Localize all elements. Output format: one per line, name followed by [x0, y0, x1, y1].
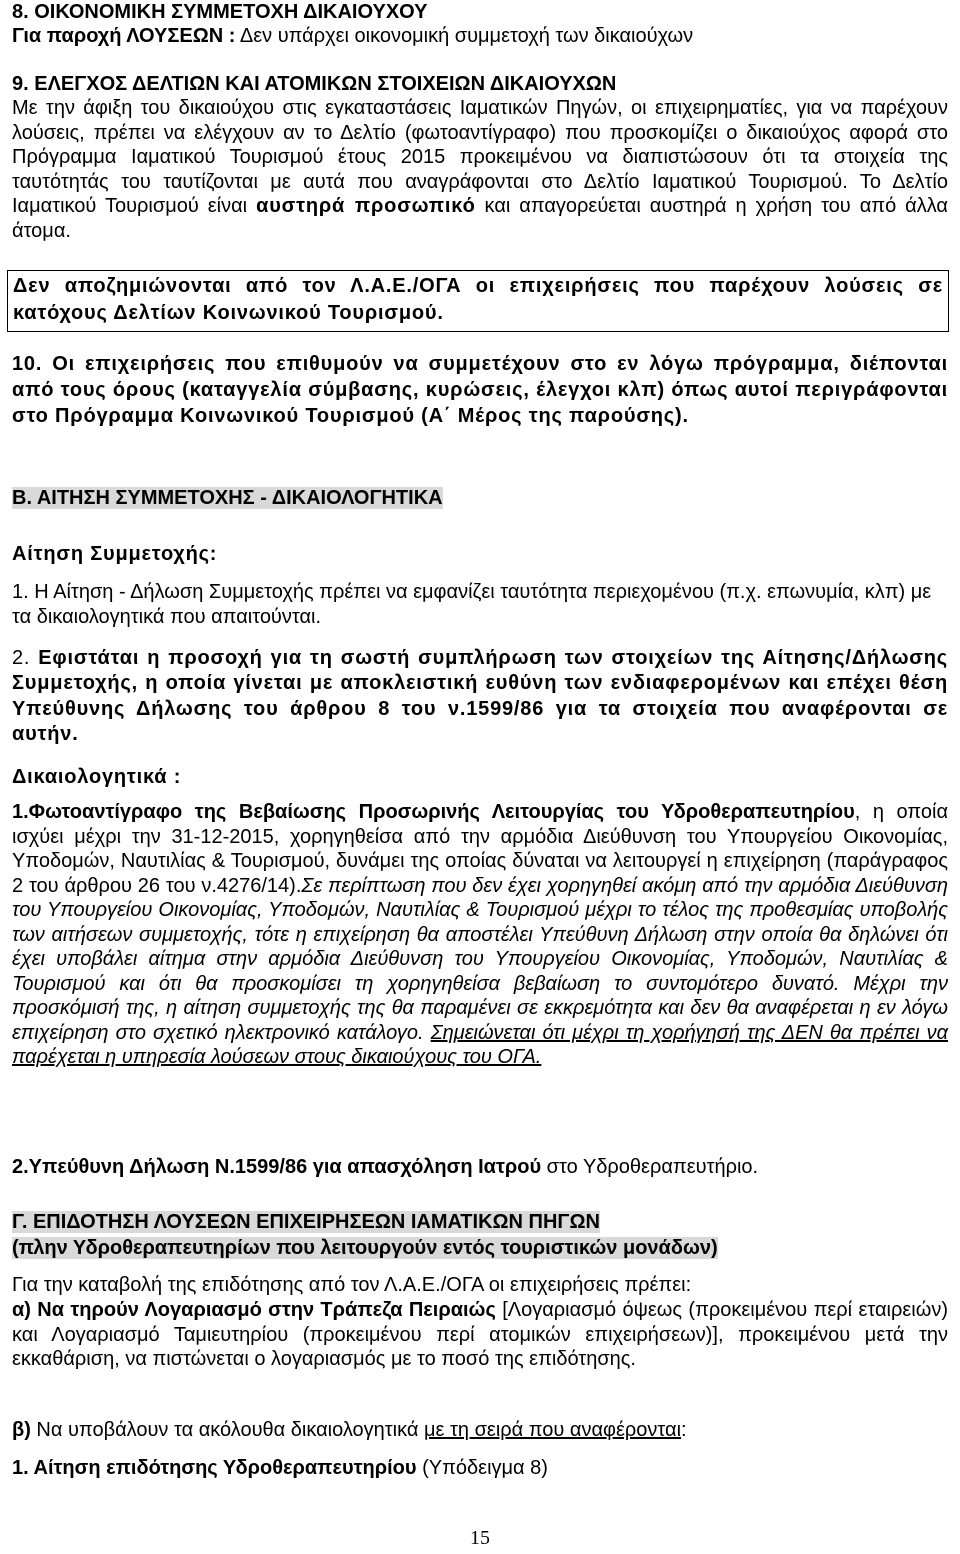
section-b-subtitle: Αίτηση Συμμετοχής:	[12, 543, 218, 565]
section-g-item-a: α) Να τηρούν Λογαριασμό στην Τράπεζα Πειραιώς [Λογαριασμό όψεως (προκειμένου περί εταιρειών) και Λογαριασμό Ταμιευτηρίου (προκειμένου περί ατομικών επιχειρήσεων)], προκειμένου μετά την εκκαθάριση, να πιστώνεται ο λογαριασμός με το ποσό της επιδότησης.	[12, 1299, 948, 1370]
application-item-1: 1. Η Αίτηση - Δήλωση Συμμετοχής πρέπει να εμφανίζει ταυτότητα περιεχομένου (π.χ. επωνυμία, κλπ) με τα δικαιολογητικά που απαιτούνται.	[12, 581, 932, 628]
section-9-body: Με την άφιξη του δικαιούχου στις εγκαταστάσεις Ιαματικών Πηγών, οι επιχειρηματίες, για να παρέχουν λούσεις, πρέπει να ελέγχουν αν το Δελτίο (φωτοαντίγραφο) που προσκομίζει ο δικαιούχος αφορά στο Πρόγραμμα Ιαματικού Τουρισμού έτους 2015 προκειμένου να διαπιστώσουν ότι τα στοιχεία της ταυτότητάς του ταυτίζονται με αυτά που αναγράφονται στο Δελτίο Ιαματικού Τουρισμού. Το Δελτίο Ιαματικού Τουρισμού είναι αυστηρά προσωπικό και απαγορεύεται αυστηρά η χρήση του από άλλα άτομα.	[12, 97, 948, 242]
section-8-title: 8. ΟΙΚΟΝΟΜΙΚΗ ΣΥΜΜΕΤΟΧΗ ΔΙΚΑΙΟΥΧΟΥ	[12, 1, 428, 23]
section-8-line: Για παροχή ΛΟΥΣΕΩΝ : Δεν υπάρχει οικονομική συμμετοχή των δικαιούχων	[12, 25, 694, 47]
section-g-subtitle: (πλην Υδροθεραπευτηρίων που λειτουργούν εντός τουριστικών μονάδων)	[12, 1237, 718, 1259]
section-g-document-1: 1. Αίτηση επιδότησης Υδροθεραπευτηρίου (Υπόδειγμα 8)	[12, 1457, 548, 1479]
page-number: 15	[470, 1527, 490, 1549]
section-9-title: 9. ΕΛΕΓΧΟΣ ΔΕΛΤΙΩΝ ΚΑΙ ΑΤΟΜΙΚΩΝ ΣΤΟΙΧΕΙΩΝ ΔΙΚΑΙΟΥΧΩΝ	[12, 73, 617, 95]
section-9-boxed-note: Δεν αποζημιώνονται από τον Λ.Α.Ε./ΟΓΑ οι επιχειρήσεις που παρέχουν λούσεις σε κατόχους Δελτίων Κοινωνικού Τουρισμού.	[7, 270, 949, 332]
documents-title: Δικαιολογητικά :	[12, 766, 182, 788]
application-item-2: 2. Εφιστάται η προσοχή για τη σωστή συμπλήρωση των στοιχείων της Αίτησης/Δήλωσης Συμμετοχής, η οποία γίνεται με αποκλειστική ευθύνη των ενδιαφερομένων και επέχει θέση Υπεύθυνης Δήλωσης του άρθρου 8 του ν.1599/86 για τα στοιχεία που αναφέρονται σε αυτήν.	[12, 647, 948, 745]
document-item-2: 2.Υπεύθυνη Δήλωση Ν.1599/86 για απασχόληση Ιατρού στο Υδροθεραπευτήριο.	[12, 1156, 759, 1178]
section-10-paragraph: 10. Οι επιχειρήσεις που επιθυμούν να συμμετέχουν στο εν λόγω πρόγραμμα, διέπονται από τους όρους (καταγγελία σύμβασης, κυρώσεις, έλεγχοι κλπ) όπως αυτοί περιγράφονται στο Πρόγραμμα Κοινωνικού Τουρισμού (Α΄ Μέρος της παρούσης).	[12, 353, 948, 427]
section-g-item-b: β) Να υποβάλουν τα ακόλουθα δικαιολογητικά με τη σειρά που αναφέρονται:	[12, 1419, 687, 1441]
document-item-1: 1.Φωτοαντίγραφο της Βεβαίωσης Προσωρινής Λειτουργίας του Υδροθεραπευτηρίου, η οποία ισχύει μέχρι την 31-12-2015, χορηγηθείσα από την αρμόδια Διεύθυνση του Υπουργείου Οικονομίας, Υποδομών, Ναυτιλίας & Τουρισμού, δυνάμει της οποίας δύναται να λειτουργεί η επιχείρηση (παράγραφος 2 του άρθρου 26 του ν.4276/14).Σε περίπτωση που δεν έχει χορηγηθεί ακόμη από την αρμόδια Διεύθυνση του Υπουργείου Οικονομίας, Υποδομών, Ναυτιλίας & Τουρισμού μέχρι το τέλος της προθεσμίας υποβολής των αιτήσεων συμμετοχής, τότε η επιχείρηση θα αποστέλει Υπεύθυνη Δήλωση στην οποία θα δηλώνει ότι έχει υποβάλει αίτημα στην αρμόδια Διεύθυνση του Υπουργείου Οικονομίας, Υποδομών, Ναυτιλίας & Τουρισμού και ότι θα προσκομίσει τη χορηγηθείσα βεβαίωση το συντομότερο δυνατό. Μέχρι την προσκόμισή της, η αίτηση συμμετοχής της θα παραμένει σε εκκρεμότητα και δεν θα αναφέρεται η εν λόγω επιχείρηση στο σχετικό ηλεκτρονικό κατάλογο. Σημειώνεται ότι μέχρι τη χορήγησή της ΔΕΝ θα πρέπει να παρέχεται η υπηρεσία λούσεων στους δικαιούχους του ΟΓΑ.	[12, 801, 949, 1068]
section-g-intro: Για την καταβολή της επιδότησης από τον Λ.Α.Ε./ΟΓΑ οι επιχειρήσεις πρέπει:	[12, 1274, 692, 1296]
section-b-title: Β. ΑΙΤΗΣΗ ΣΥΜΜΕΤΟΧΗΣ - ΔΙΚΑΙΟΛΟΓΗΤΙΚΑ	[12, 487, 443, 509]
section-g-title: Γ. ΕΠΙΔΟΤΗΣΗ ΛΟΥΣΕΩΝ ΕΠΙΧΕΙΡΗΣΕΩΝ ΙΑΜΑΤΙΚΩΝ ΠΗΓΩΝ	[12, 1211, 600, 1233]
